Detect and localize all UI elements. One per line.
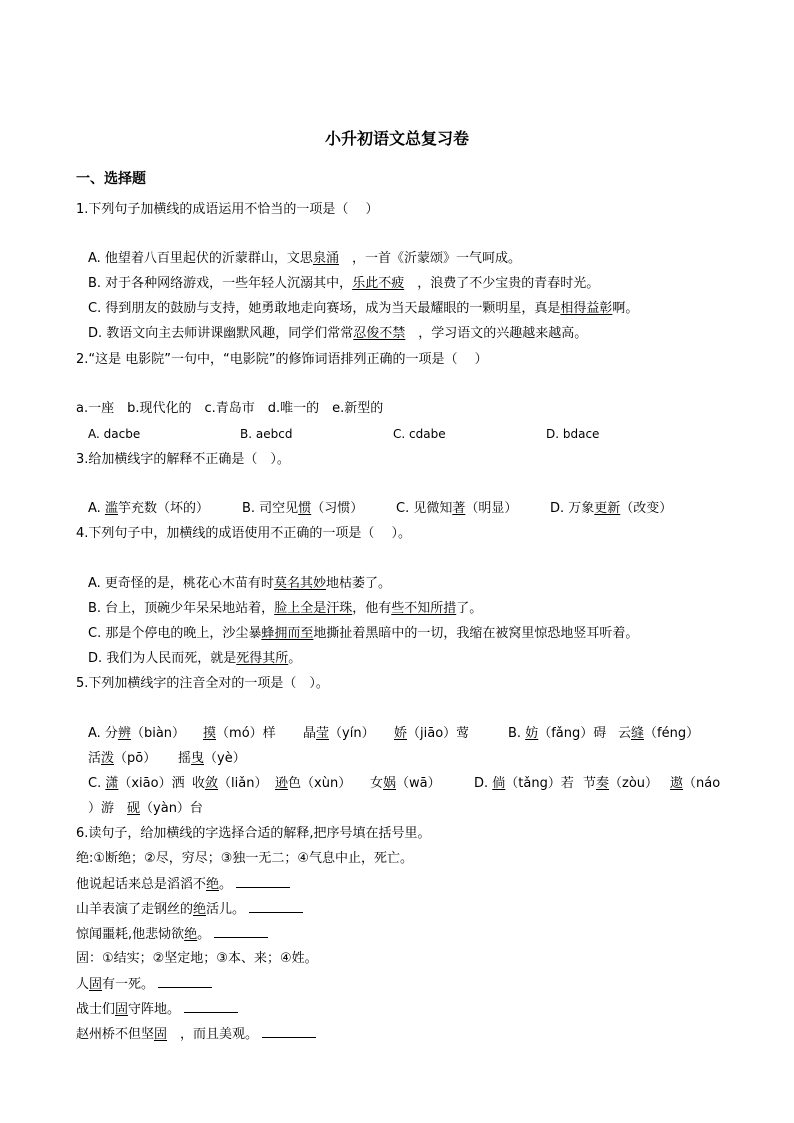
q4-option-d: D. 我们为人民而死，就是死得其所。 xyxy=(88,651,302,666)
q3-option-d: D. 万象更新（改变） xyxy=(550,501,673,516)
q6-definition-gu: 固：①结实；②坚定地；③本、来；④姓。 xyxy=(76,951,318,966)
q6-sentence-5: 战士们固守阵地。 xyxy=(76,1000,238,1019)
q6-sentence-6: 赵州桥不但坚固 ，而且美观。 xyxy=(76,1025,316,1044)
q2-option-a: A. dacbe xyxy=(88,427,141,441)
answer-blank[interactable] xyxy=(236,875,290,888)
answer-blank[interactable] xyxy=(262,1025,316,1038)
q5-c-3: 逊色（xùn） xyxy=(275,776,352,791)
q5-d-3: 遨（náo xyxy=(670,776,721,791)
q5-b-3: 活泼（pō） xyxy=(88,751,157,766)
q3-option-b: B. 司空见惯（习惯） xyxy=(242,501,364,516)
q5-c-1: C. 潇（xiāo）洒 xyxy=(88,776,185,791)
q4-stem: 4.下列句子中，加横线的成语使用不正确的一项是（ ）。 xyxy=(76,526,412,541)
q6-sentence-2: 山羊表演了走钢丝的绝活儿。 xyxy=(76,900,303,919)
q2-option-c: C. cdabe xyxy=(393,427,446,441)
q5-c-4: 女娲（wā） xyxy=(370,776,441,791)
answer-blank[interactable] xyxy=(214,925,268,938)
section-heading: 一、选择题 xyxy=(76,171,146,187)
q6-stem: 6.读句子，给加横线的字选择合适的解释,把序号填在括号里。 xyxy=(76,826,431,841)
q6-sentence-3: 惊闻噩耗,他悲恸欲绝。 xyxy=(76,925,268,944)
answer-blank[interactable] xyxy=(158,975,212,988)
q5-c-2: 收敛（liǎn） xyxy=(192,776,268,791)
q3-option-a: A. 滥竽充数（坏的） xyxy=(88,501,209,516)
q1-option-c: C. 得到朋友的鼓励与支持，她勇敢地走向赛场，成为当天最耀眼的一颗明星，真是相得益彰啊。 xyxy=(88,301,639,316)
q5-b-2: 云缝（féng） xyxy=(618,726,700,741)
q5-d-2: 节奏（zòu） xyxy=(583,776,659,791)
q3-stem: 3.给加横线字的解释不正确是（ ）。 xyxy=(76,452,290,467)
q6-definition-jue: 绝:①断绝；②尽，穷尽；③独一无二；④气息中止，死亡。 xyxy=(76,851,413,866)
q5-a-4: 娇（jiāo）莺 xyxy=(394,726,470,741)
q5-a-1: A. 分辨（biàn） xyxy=(88,726,186,741)
q1-option-b: B. 对于各种网络游戏，一些年轻人沉溺其中，乐此不疲 ，浪费了不少宝贵的青春时光。 xyxy=(88,276,600,291)
q5-d-4: ）游 砚（yàn）台 xyxy=(88,801,203,816)
document-title: 小升初语文总复习卷 xyxy=(324,129,469,148)
q5-b-1: B. 妨（fǎng）碍 xyxy=(508,726,607,741)
answer-blank[interactable] xyxy=(249,900,303,913)
q3-option-c: C. 见微知著（明显） xyxy=(396,501,518,516)
answer-blank[interactable] xyxy=(184,1000,238,1013)
q6-sentence-1: 他说起话来总是滔滔不绝。 xyxy=(76,875,290,894)
q4-option-b: B. 台上，顶碗少年呆呆地站着，脸上全是汗珠，他有些不知所措了。 xyxy=(88,601,483,616)
q4-option-c: C. 那是个停电的晚上，沙尘暴蜂拥而至地撕扯着黑暗中的一切，我缩在被窝里惊恐地竖耳听着。 xyxy=(88,626,639,641)
q1-stem: 1.下列句子加横线的成语运用不恰当的一项是（ ） xyxy=(76,202,379,217)
q5-a-3: 晶莹（yín） xyxy=(303,726,375,741)
q5-b-4: 摇曳（yè） xyxy=(178,751,246,766)
q5-d-1: D. 倘（tǎng）若 xyxy=(474,776,574,791)
q2-option-d: D. bdace xyxy=(546,427,600,441)
q6-sentence-4: 人固有一死。 xyxy=(76,975,212,994)
q4-option-a: A. 更奇怪的是，桃花心木苗有时莫名其妙地枯萎了。 xyxy=(88,576,391,591)
q2-stem: 2.“这是 电影院”一句中，“电影院”的修饰词语排列正确的一项是（ ） xyxy=(76,352,488,367)
q1-option-a: A. 他望着八百里起伏的沂蒙群山，文思泉涌 ，一首《沂蒙颂》一气呵成。 xyxy=(88,251,521,266)
q5-stem: 5.下列加横线字的注音全对的一项是（ ）。 xyxy=(76,676,329,691)
q5-a-2: 摸（mó）样 xyxy=(203,726,276,741)
q2-items: a.一座 b.现代化的 c.青岛市 d.唯一的 e.新型的 xyxy=(76,401,384,416)
q2-option-b: B. aebcd xyxy=(240,427,293,441)
q1-option-d: D. 教语文向主去师讲课幽默风趣，同学们常常忍俊不禁 ，学习语文的兴趣越来越高。 xyxy=(88,326,588,341)
